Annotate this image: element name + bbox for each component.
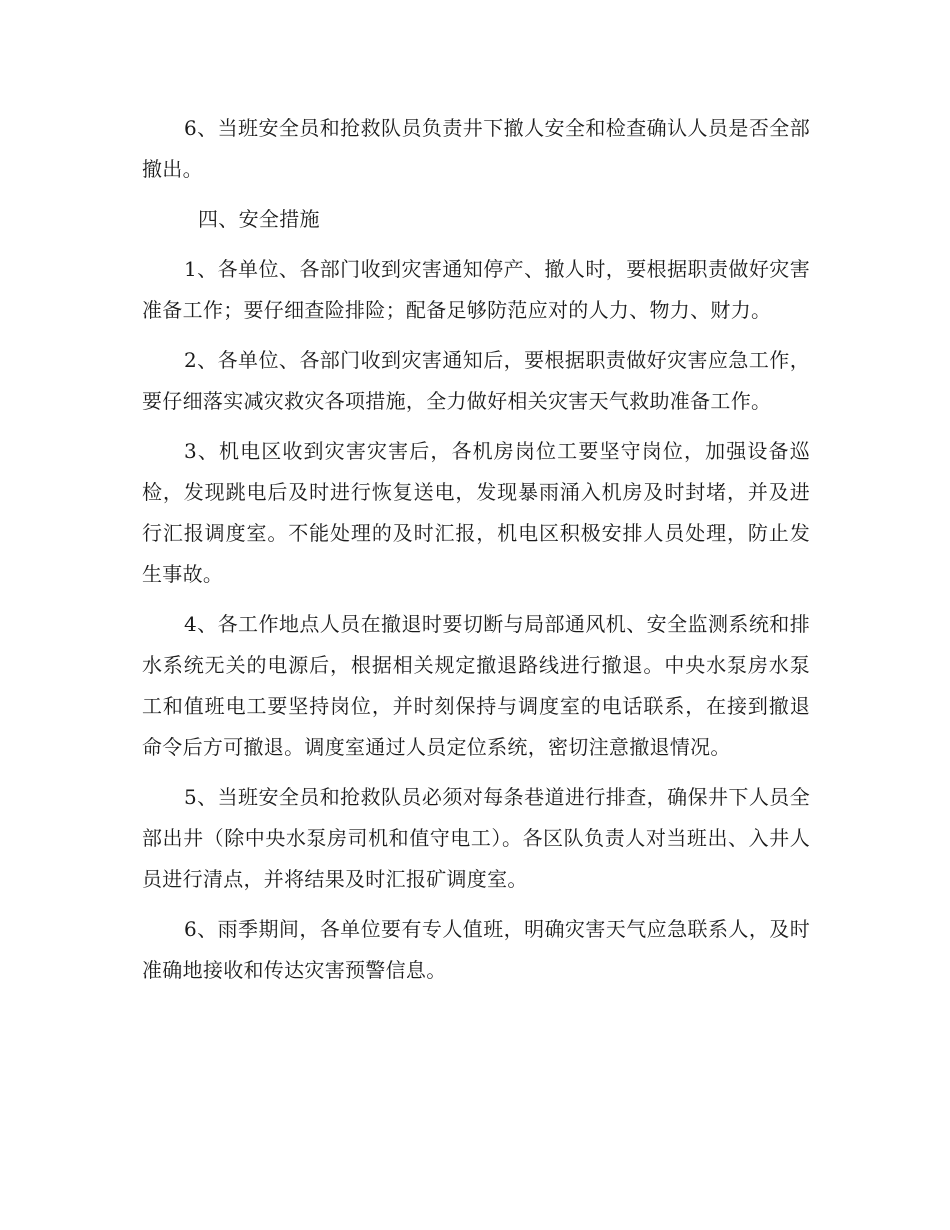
paragraph-measure-2: 2、各单位、各部门收到灾害通知后，要根据职责做好灾害应急工作，要仔细落实减灾救灾各项措施，全力做好相关灾害天气救助准备工作。: [142, 348, 810, 413]
paragraph-evacuation-check: 6、当班安全员和抢救队员负责井下撤人安全和检查确认人员是否全部撤出。: [142, 116, 810, 181]
paragraph-measure-4: 4、各工作地点人员在撤退时要切断与局部通风机、安全监测系统和排水系统无关的电源后，根据相关规定撤退路线进行撤退。中央水泵房水泵工和值班电工要坚持岗位，并时刻保持与调度室的电话联系，在接到撤退命令后方可撤退。调度室通过人员定位系统，密切注意撤退情况。: [142, 612, 810, 759]
section-heading-safety-measures: 四、安全措施: [198, 207, 320, 231]
paragraph-measure-1: 1、各单位、各部门收到灾害通知停产、撤人时，要根据职责做好灾害准备工作；要仔细查险排险；配备足够防范应对的人力、物力、财力。: [142, 257, 810, 322]
paragraph-measure-5: 5、当班安全员和抢救队员必须对每条巷道进行排查，确保井下人员全部出井（除中央水泵房司机和值守电工）。各区队负责人对当班出、入井人员进行清点，并将结果及时汇报矿调度室。: [142, 785, 810, 891]
paragraph-measure-3: 3、机电区收到灾害灾害后，各机房岗位工要坚守岗位，加强设备巡检，发现跳电后及时进行恢复送电，发现暴雨涌入机房及时封堵，并及进行汇报调度室。不能处理的及时汇报，机电区积极安排人员处理，防止发生事故。: [142, 439, 810, 586]
document-body: [142, 108, 810, 1000]
paragraph-measure-6: 6、雨季期间，各单位要有专人值班，明确灾害天气应急联系人，及时准确地接收和传达灾害预警信息。: [142, 917, 810, 982]
